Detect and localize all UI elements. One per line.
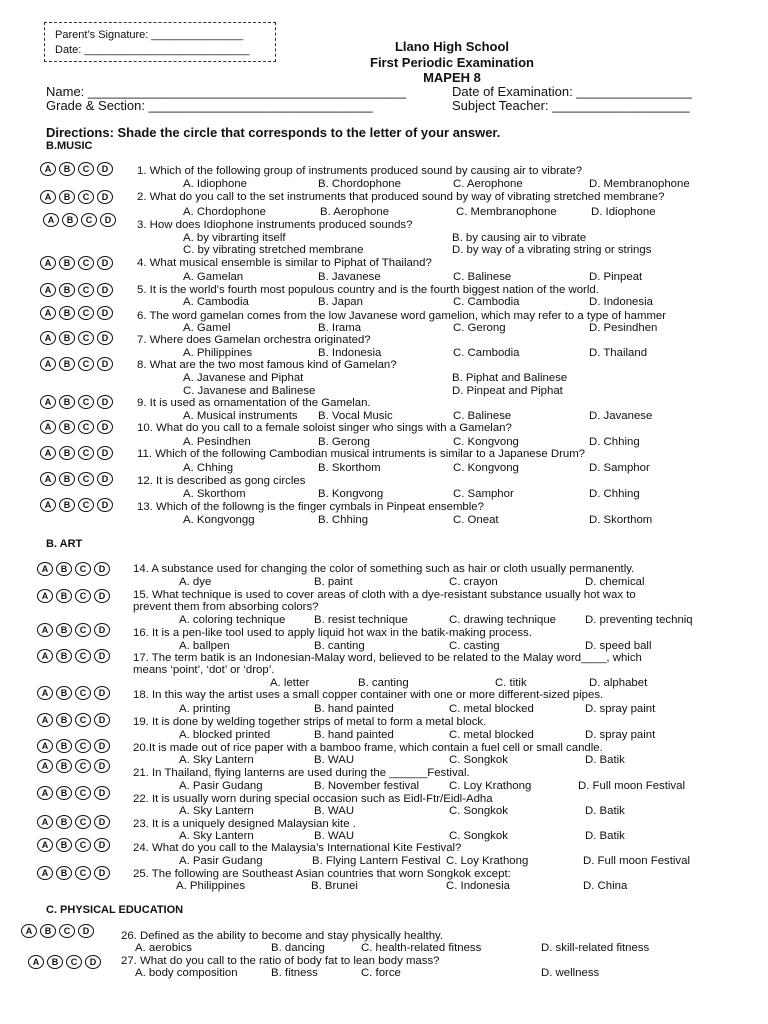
answer-bubbles [37,713,110,727]
answer-option: A. coloring technique [179,614,286,626]
answer-option: C. by vibrating stretched membrane [183,244,364,256]
answer-bubble-d[interactable]: D [94,838,110,852]
answer-bubble-a[interactable]: A [40,162,56,176]
answer-option: B. hand painted [314,729,394,741]
date-of-exam-field[interactable]: Date of Examination: ________________ [452,84,692,99]
answer-bubble-a[interactable]: A [40,395,56,409]
question-text: 21. In Thailand, flying lanterns are used during the ______Festival. [133,767,470,779]
answer-bubbles [40,256,113,270]
exam-title: First Periodic Examination [370,55,534,70]
answer-option: C. titik [495,677,527,689]
answer-option: A. dye [179,576,212,588]
answer-bubble-c[interactable]: C [78,472,94,486]
answer-bubble-c[interactable]: C [75,713,91,727]
answer-bubble-b[interactable]: B [56,838,72,852]
section-art-heading: B. ART [46,538,83,550]
answer-bubble-a[interactable]: A [37,713,53,727]
answer-bubble-c[interactable]: C [78,190,94,204]
answer-bubble-a[interactable]: A [37,649,53,663]
answer-option: D. spray paint [585,703,656,715]
answer-bubble-a[interactable]: A [40,306,56,320]
answer-option: A. Philippines [183,347,253,359]
answer-bubble-d[interactable]: D [97,420,113,434]
answer-option: B. fitness [271,967,318,979]
answer-option: C. metal blocked [449,729,534,741]
answer-option: C. Gerong [453,322,506,334]
question-text: 17. The term batik is an Indonesian-Malay word, believed to be related to the Malay word____, which [133,652,642,664]
answer-bubble-b[interactable]: B [59,256,75,270]
answer-option: D. Chhing [589,436,640,448]
answer-bubble-d[interactable]: D [97,395,113,409]
answer-option: D. Skorthom [589,514,653,526]
question-text: 22. It is usually worn during special occasion such as Eidl-Ftr/Eidl-Adha [133,793,493,805]
section-pe-heading: C. PHYSICAL EDUCATION [46,904,184,916]
answer-option: D. Full moon Festival [583,855,690,867]
answer-bubbles [40,420,113,434]
answer-bubbles [37,562,110,576]
answer-bubble-b[interactable]: B [59,446,75,460]
answer-bubbles [40,357,113,371]
answer-option: B. Chordophone [318,178,401,190]
answer-bubbles [40,190,113,204]
answer-bubble-a[interactable]: A [40,420,56,434]
answer-option: A. ballpen [179,640,230,652]
answer-bubble-c[interactable]: C [75,686,91,700]
answer-bubble-c[interactable]: C [75,739,91,753]
answer-option: D. Thailand [589,347,648,359]
answer-bubble-c[interactable]: C [75,759,91,773]
answer-option: B. Aerophone [320,206,390,218]
answer-option: D. preventing techniq [585,614,693,626]
answer-option: A. Chhing [183,462,234,474]
answer-bubble-c[interactable]: C [81,213,97,227]
answer-bubble-d[interactable]: D [97,331,113,345]
answer-option: A. Sky Lantern [179,830,254,842]
answer-bubble-b[interactable]: B [59,190,75,204]
answer-bubble-a[interactable]: A [40,190,56,204]
answer-bubble-d[interactable]: D [94,786,110,800]
answer-option: A. Pasir Gudang [179,780,263,792]
question-text: 10. What do you call to a female soloist singer who sings with a Gamelan? [137,422,512,434]
answer-bubbles [37,623,110,637]
answer-bubble-c[interactable]: C [78,283,94,297]
answer-option: C. health-related fitness [361,942,482,954]
answer-option: D. Pesindhen [589,322,658,334]
answer-bubbles [37,686,110,700]
answer-option: C. Aerophone [453,178,523,190]
answer-option: A. Sky Lantern [179,754,254,766]
answer-bubble-a[interactable]: A [40,472,56,486]
answer-option: D. Pinpeat [589,271,643,283]
answer-bubble-d[interactable]: D [94,562,110,576]
answer-bubble-c[interactable]: C [78,256,94,270]
answer-bubble-b[interactable]: B [56,866,72,880]
answer-option: A. Gamel [183,322,231,334]
answer-bubble-a[interactable]: A [40,357,56,371]
answer-bubbles [40,306,113,320]
answer-option: A. Kongvongg [183,514,255,526]
answer-bubble-b[interactable]: B [59,306,75,320]
answer-bubble-a[interactable]: A [37,623,53,637]
answer-option: A. letter [270,677,310,689]
answer-option: A. body composition [135,967,238,979]
answer-bubbles [28,955,101,969]
answer-bubble-d[interactable]: D [97,498,113,512]
answer-option: B. canting [358,677,409,689]
answer-option: D. Idiophone [591,206,656,218]
answer-bubble-b[interactable]: B [62,213,78,227]
answer-option: A. Pasir Gudang [179,855,263,867]
answer-bubble-d[interactable]: D [100,213,116,227]
answer-bubble-a[interactable]: A [43,213,59,227]
answer-bubbles [40,331,113,345]
answer-bubble-b[interactable]: B [56,649,72,663]
answer-option: B. Skorthom [318,462,381,474]
answer-option: D. Javanese [589,410,653,422]
answer-bubble-d[interactable]: D [97,306,113,320]
answer-bubbles [37,759,110,773]
answer-bubble-b[interactable]: B [59,283,75,297]
answer-bubbles [37,739,110,753]
answer-bubble-d[interactable]: D [94,623,110,637]
answer-bubble-d[interactable]: D [94,713,110,727]
question-text: 8. What are the two most famous kind of Gamelan? [137,359,397,371]
answer-bubble-c[interactable]: C [78,357,94,371]
answer-option: B. dancing [271,942,325,954]
answer-bubble-b[interactable]: B [47,955,63,969]
answer-bubbles [37,786,110,800]
answer-option: C. metal blocked [449,703,534,715]
answer-option: A. Sky Lantern [179,805,254,817]
answer-bubble-c[interactable]: C [75,649,91,663]
answer-option: B. Piphat and Balinese [452,372,568,384]
answer-option: D. Membranophone [589,178,690,190]
name-field[interactable]: Name: ____________________________________________ [46,84,407,99]
question-text: 13. Which of the followng is the finger cymbals in Pinpeat ensemble? [137,501,484,513]
answer-bubble-a[interactable]: A [37,759,53,773]
answer-bubbles [40,283,113,297]
parent-signature-field[interactable]: Parent’s Signature: _______________ [55,29,244,41]
answer-bubble-a[interactable]: A [40,331,56,345]
answer-bubble-b[interactable]: B [56,562,72,576]
answer-option: C. Cambodia [453,296,520,308]
answer-option: C. Balinese [453,271,512,283]
answer-option: D. speed ball [585,640,652,652]
answer-bubble-d[interactable]: D [97,162,113,176]
answer-bubble-c[interactable]: C [78,498,94,512]
answer-bubbles [40,446,113,460]
answer-bubble-a[interactable]: A [37,562,53,576]
subject-title: MAPEH 8 [423,70,481,85]
answer-option: C. Membranophone [456,206,557,218]
answer-bubble-b[interactable]: B [40,924,56,938]
question-text: 23. It is a uniquely designed Malaysian kite . [133,818,356,830]
answer-option: B. Irama [318,322,362,334]
answer-option: C. Cambodia [453,347,520,359]
answer-bubble-c[interactable]: C [75,866,91,880]
answer-option: D. Batik [585,754,625,766]
answer-bubble-b[interactable]: B [56,589,72,603]
answer-bubble-a[interactable]: A [37,838,53,852]
answer-bubble-b[interactable]: B [56,623,72,637]
answer-bubble-d[interactable]: D [97,283,113,297]
answer-option: C. Songkok [449,805,508,817]
answer-bubbles [40,498,113,512]
answer-option: B. canting [314,640,365,652]
answer-option: D. Full moon Festival [578,780,685,792]
answer-bubble-d[interactable]: D [94,589,110,603]
question-text: 7. Where does Gamelan orchestra originated? [137,334,371,346]
answer-bubble-a[interactable]: A [21,924,37,938]
answer-option: C. casting [449,640,500,652]
answer-option: C. Balinese [453,410,512,422]
signature-date-field[interactable]: Date: ___________________________ [55,44,250,56]
answer-option: A. Philippines [176,880,246,892]
answer-option: D. Pinpeat and Piphat [452,385,563,397]
question-text: 15. What technique is used to cover areas of cloth with a dye-resistant substance usually hot wax to [133,589,636,601]
answer-bubble-b[interactable]: B [59,331,75,345]
answer-option: C. crayon [449,576,498,588]
grade-section-field[interactable]: Grade & Section: _______________________________ [46,98,373,113]
answer-bubble-a[interactable]: A [37,786,53,800]
question-text: 14. A substance used for changing the color of something such as hair or cloth usually permanently. [133,563,635,575]
answer-option: D. Indonesia [589,296,653,308]
answer-bubble-b[interactable]: B [59,420,75,434]
answer-option: B. WAU [314,754,355,766]
question-text: 24. What do you call to the Malaysia’s International Kite Festival? [133,842,462,854]
answer-bubble-b[interactable]: B [56,686,72,700]
answer-bubble-c[interactable]: C [75,838,91,852]
answer-bubble-a[interactable]: A [37,815,53,829]
answer-option: A. blocked printed [179,729,271,741]
answer-bubble-c[interactable]: C [66,955,82,969]
answer-bubble-a[interactable]: A [40,446,56,460]
answer-option: B. Indonesia [318,347,382,359]
answer-bubble-d[interactable]: D [94,815,110,829]
section-music-heading: B.MUSIC [46,140,93,152]
answer-option: C. Kongvong [453,436,519,448]
answer-option: D. Batik [585,830,625,842]
answer-bubble-a[interactable]: A [40,283,56,297]
answer-option: A. by vibrarting itself [183,232,286,244]
subject-teacher-field[interactable]: Subject Teacher: ___________________ [452,98,690,113]
answer-option: C. drawing technique [449,614,557,626]
answer-option: B. WAU [314,830,355,842]
question-text-continued: prevent them from absorbing colors? [133,601,319,613]
answer-option: A. Chordophone [183,206,266,218]
answer-bubble-b[interactable]: B [59,472,75,486]
answer-bubbles [40,395,113,409]
answer-bubble-b[interactable]: B [56,739,72,753]
answer-bubble-a[interactable]: A [40,256,56,270]
answer-bubble-a[interactable]: A [37,739,53,753]
answer-bubble-c[interactable]: C [78,331,94,345]
school-name: Llano High School [394,39,510,54]
question-text: 2. What do you call to the set instruments that produced sound by way of vibrating stretched membrane? [137,191,665,203]
answer-option: C. Oneat [453,514,499,526]
question-text: 20.It is made out of rice paper with a bamboo frame, which contain a fuel cell or small candle. [133,742,603,754]
answer-bubble-b[interactable]: B [59,357,75,371]
answer-bubble-d[interactable]: D [94,686,110,700]
answer-bubbles [37,649,110,663]
answer-option: B. WAU [314,805,355,817]
answer-option: A. Cambodia [183,296,249,308]
answer-bubble-c[interactable]: C [59,924,75,938]
answer-bubble-b[interactable]: B [56,713,72,727]
answer-option: D. chemical [585,576,645,588]
answer-bubble-c[interactable]: C [78,420,94,434]
question-text: 3. How does Idiophone instruments produced sounds? [137,219,413,231]
answer-bubble-c[interactable]: C [78,162,94,176]
answer-bubble-d[interactable]: D [78,924,94,938]
answer-bubble-d[interactable]: D [97,446,113,460]
question-text: 1. Which of the following group of instruments produced sound by causing air to vibrate? [137,165,583,177]
answer-bubbles [40,472,113,486]
answer-option: B. Japan [318,296,363,308]
answer-option: D. by way of a vibrating string or strings [452,244,652,256]
answer-option: D. Chhing [589,488,640,500]
answer-option: B. Javanese [318,271,381,283]
question-text: 27. What do you call to the ratio of body fat to lean body mass? [121,955,440,967]
answer-bubble-a[interactable]: A [37,686,53,700]
answer-option: C. Loy Krathong [446,855,529,867]
question-text: 12. It is described as gong circles [137,475,306,487]
answer-bubble-d[interactable]: D [97,256,113,270]
question-text: 26. Defined as the ability to become and stay physically healthy. [121,930,444,942]
answer-option: C. Indonesia [446,880,510,892]
answer-bubbles [37,838,110,852]
answer-bubble-b[interactable]: B [59,162,75,176]
answer-option: D. wellness [541,967,600,979]
answer-bubble-c[interactable]: C [75,786,91,800]
directions: Directions: Shade the circle that corresponds to the letter of your answer. [46,125,501,140]
answer-option: C. Songkok [449,754,508,766]
answer-option: B. Vocal Music [318,410,393,422]
answer-bubble-b[interactable]: B [56,786,72,800]
answer-option: A. Skorthom [183,488,246,500]
answer-option: A. Idiophone [183,178,247,190]
answer-option: B. hand painted [314,703,394,715]
answer-bubble-c[interactable]: C [75,589,91,603]
answer-option: D. skill-related fitness [541,942,650,954]
answer-bubble-b[interactable]: B [56,815,72,829]
answer-bubble-d[interactable]: D [85,955,101,969]
answer-option: A. Gamelan [183,271,244,283]
answer-bubble-d[interactable]: D [97,357,113,371]
answer-bubble-b[interactable]: B [59,498,75,512]
answer-bubble-a[interactable]: A [37,866,53,880]
answer-bubble-d[interactable]: D [97,472,113,486]
question-text: 6. The word gamelan comes from the low Javanese word gamelion, which may refer to a type of hammer [137,310,667,322]
answer-bubble-b[interactable]: B [59,395,75,409]
answer-option: B. Kongvong [318,488,384,500]
answer-bubbles [40,162,113,176]
answer-bubble-d[interactable]: D [94,649,110,663]
answer-bubbles [37,589,110,603]
answer-option: B. Flying Lantern Festival [312,855,441,867]
question-text: 19. It is done by welding together strips of metal to form a metal block. [133,716,487,728]
answer-bubble-a[interactable]: A [37,589,53,603]
answer-option: B. Gerong [318,436,370,448]
answer-option: B. Chhing [318,514,369,526]
answer-option: D. Samphor [589,462,650,474]
answer-option: D. spray paint [585,729,656,741]
answer-bubble-a[interactable]: A [40,498,56,512]
answer-bubble-c[interactable]: C [75,562,91,576]
answer-option: A. Pesindhen [183,436,251,448]
question-text: 16. It is a pen-like tool used to apply liquid hot wax in the batik-making process. [133,627,532,639]
question-text: 5. It is the world's fourth most populous country and is the fourth biggest nation of the world. [137,284,599,296]
question-text: 4. What musical ensemble is similar to Piphat of Thailand? [137,257,432,269]
answer-bubble-d[interactable]: D [94,739,110,753]
question-text: 11. Which of the following Cambodian musical intruments is similar to a Japanese Drum? [137,448,586,460]
answer-option: C. force [361,967,401,979]
answer-option: C. Loy Krathong [449,780,532,792]
answer-option: C. Samphor [453,488,514,500]
answer-option: A. Javanese and Piphat [183,372,304,384]
answer-bubble-c[interactable]: C [75,815,91,829]
answer-option: A. Musical instruments [183,410,298,422]
answer-option: C. Songkok [449,830,508,842]
answer-bubbles [43,213,116,227]
answer-option: A. printing [179,703,231,715]
answer-option: A. aerobics [135,942,192,954]
question-text-continued: means ‘point’, ‘dot’ or ‘drop’. [133,664,275,676]
answer-option: B. resist technique [314,614,408,626]
answer-option: D. alphabet [589,677,648,689]
answer-option: B. by causing air to vibrate [452,232,587,244]
answer-option: B. paint [314,576,353,588]
question-text: 18. In this way the artist uses a small copper container with one or more different-sized pipes. [133,689,604,701]
answer-bubble-c[interactable]: C [78,446,94,460]
answer-option: D. Batik [585,805,625,817]
answer-bubble-c[interactable]: C [78,306,94,320]
answer-bubble-a[interactable]: A [28,955,44,969]
answer-bubble-d[interactable]: D [97,190,113,204]
answer-option: D. China [583,880,628,892]
answer-bubble-c[interactable]: C [78,395,94,409]
answer-option: C. Kongvong [453,462,519,474]
answer-bubble-d[interactable]: D [94,759,110,773]
answer-option: B. November festival [314,780,420,792]
question-text: 9. It is used as ornamentation of the Gamelan. [137,397,371,409]
answer-bubble-c[interactable]: C [75,623,91,637]
answer-option: C. Javanese and Balinese [183,385,316,397]
answer-bubble-d[interactable]: D [94,866,110,880]
answer-bubble-b[interactable]: B [56,759,72,773]
answer-bubbles [37,815,110,829]
question-text: 25. The following are Southeast Asian countries that worn Songkok except: [133,868,511,880]
answer-bubbles [37,866,110,880]
answer-option: B. Brunei [311,880,358,892]
answer-bubbles [21,924,94,938]
